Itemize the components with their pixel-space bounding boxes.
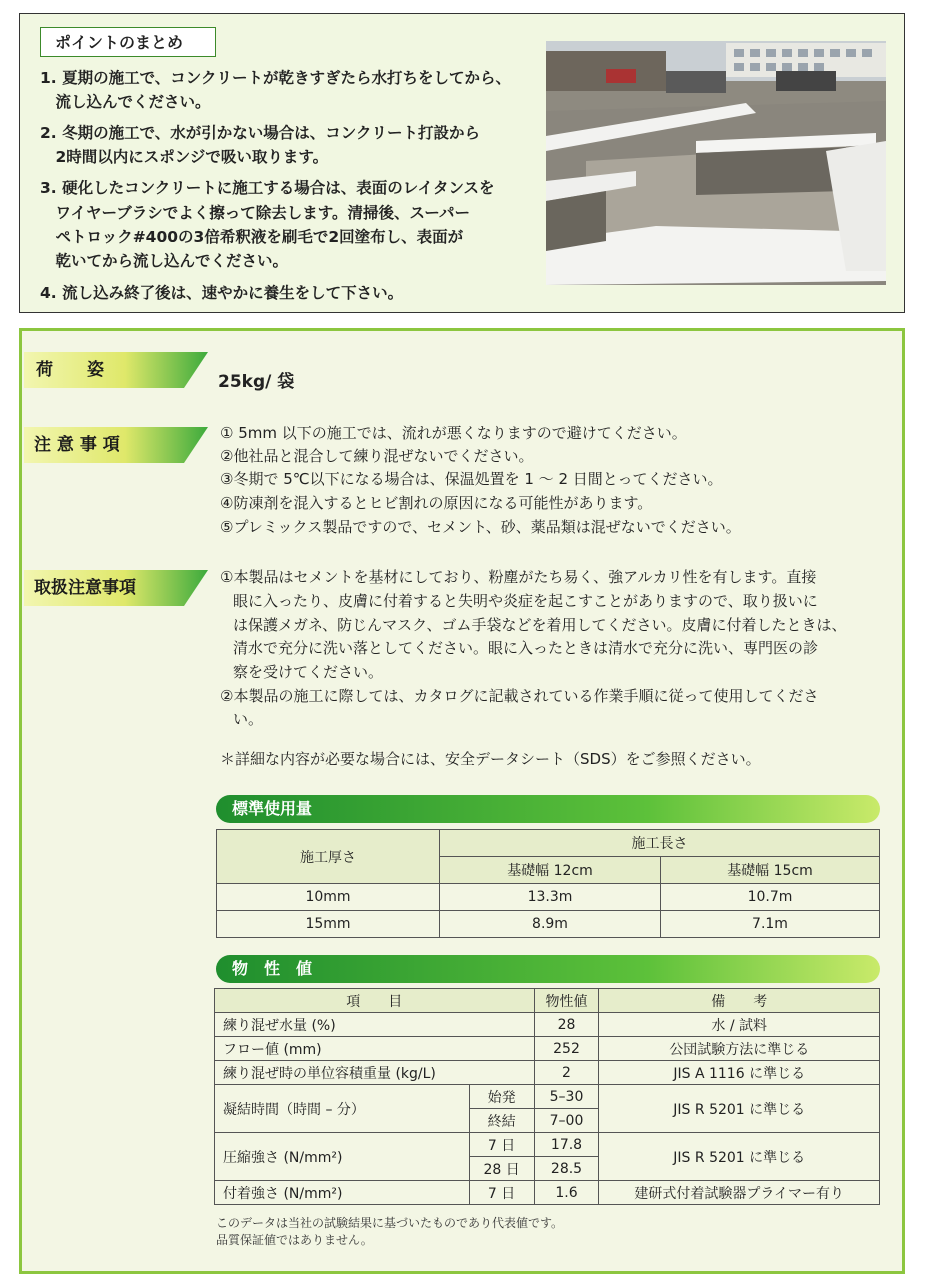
caution-line: ③冬期で 5℃以下になる場合は、保温処置を 1 ～ 2 日間とってください。 [220, 470, 723, 488]
prop-header-value: 物性値 [534, 989, 599, 1013]
table-cell: 圧縮強さ (N/mm²) [215, 1133, 470, 1181]
table-cell: 15mm [217, 911, 440, 938]
usage-table [216, 829, 880, 938]
caution-line: ⑤プレミックス製品ですので、セメント、砂、薬品類は混ぜないでください。 [220, 518, 741, 536]
table-row [215, 1085, 880, 1109]
table-row [215, 1181, 880, 1205]
table-cell: 7 日 [469, 1181, 534, 1205]
table-cell: 練り混ぜ時の単位容積重量 (kg/L) [215, 1061, 535, 1085]
point-line: 乾いてから流し込んでください。 [40, 252, 289, 270]
handling-line: い。 [233, 710, 264, 728]
handling-line: は保護メガネ、防じんマスク、ゴム手袋などを着用してください。皮膚に付着したときは、 [233, 616, 847, 634]
footnote-line: このデータは当社の試験結果に基づいたものであり代表値です。 [216, 1216, 564, 1230]
table-cell: フロー値 (mm) [215, 1037, 535, 1061]
table-cell: 7.1m [661, 911, 880, 938]
construction-photo [546, 41, 886, 285]
table-cell: 28 [534, 1013, 599, 1037]
sds-note: ＊詳細な内容が必要な場合には、安全データシート（SDS）をご参照ください。 [220, 750, 761, 768]
packing-label: 荷 姿 [36, 360, 104, 380]
table-row [215, 1133, 880, 1157]
table-cell: 17.8 [534, 1133, 599, 1157]
usage-section-bar [216, 795, 880, 823]
table-cell: 公団試験方法に準じる [599, 1037, 880, 1061]
properties-title: 物 性 値 [232, 959, 313, 978]
point-line: ペトロック#400の3倍希釈液を刷毛で2回塗布し、表面が [40, 228, 464, 246]
handling-line: ②本製品の施工に際しては、カタログに記載されている作業手順に従って使用してくださ [220, 687, 819, 705]
handling-line: ①本製品はセメントを基材にしており、粉塵がたち易く、強アルカリ性を有します。直接 [220, 568, 817, 586]
usage-header-thickness: 施工厚さ [217, 830, 440, 884]
packing-tag [24, 352, 208, 388]
table-cell: 2 [534, 1061, 599, 1085]
table-cell: 28.5 [534, 1157, 599, 1181]
table-row [217, 884, 880, 911]
table-cell: 水 / 試料 [599, 1013, 880, 1037]
point-line: 3. 硬化したコンクリートに施工する場合は、表面のレイタンスを [40, 179, 495, 197]
usage-header-12cm: 基礎幅 12cm [440, 857, 661, 884]
caution-line: ②他社品と混合して練り混ぜないでください。 [220, 447, 534, 465]
footnote-line: 品質保証値ではありません。 [216, 1233, 373, 1247]
table-cell: 付着強さ (N/mm²) [215, 1181, 470, 1205]
table-cell: 10.7m [661, 884, 880, 911]
properties-section-bar [216, 955, 880, 983]
table-cell: 10mm [217, 884, 440, 911]
table-cell: 凝結時間（時間 – 分） [215, 1085, 470, 1133]
table-cell: 13.3m [440, 884, 661, 911]
usage-header-15cm: 基礎幅 15cm [661, 857, 880, 884]
table-cell: 5–30 [534, 1085, 599, 1109]
table-row [215, 1037, 880, 1061]
handling-line: 察を受けてください。 [233, 663, 384, 681]
prop-header-note: 備 考 [599, 989, 880, 1013]
table-cell: 7–00 [534, 1109, 599, 1133]
handling-line: 清水で充分に洗い落としてください。眼に入ったときは清水で充分に洗い、専門医の診 [233, 639, 819, 657]
table-row [215, 1013, 880, 1037]
handling-line: 眼に入ったり、皮膚に付着すると失明や炎症を起こすことがありますので、取り扱いに [233, 592, 818, 610]
table-cell: 7 日 [469, 1133, 534, 1157]
point-line: ワイヤーブラシでよく擦って除去します。清掃後、スーパー [40, 204, 470, 222]
table-cell: 練り混ぜ水量 (%) [215, 1013, 535, 1037]
table-cell: JIS A 1116 に準じる [599, 1061, 880, 1085]
table-cell: JIS R 5201 に準じる [599, 1085, 880, 1133]
table-cell: 始発 [469, 1085, 534, 1109]
packing-value: 25kg/ 袋 [218, 372, 295, 392]
point-line: 1. 夏期の施工で、コンクリートが乾きすぎたら水打ちをしてから、 [40, 69, 511, 87]
caution-tag [24, 427, 208, 463]
caution-label: 注 意 事 項 [34, 435, 120, 455]
table-cell: 1.6 [534, 1181, 599, 1205]
table-row [217, 911, 880, 938]
usage-header-length: 施工長さ [440, 830, 880, 857]
caution-line: ④防凍剤を混入するとヒビ割れの原因になる可能性があります。 [220, 494, 653, 512]
table-cell: 建研式付着試験器プライマー有り [599, 1181, 880, 1205]
point-line: 2時間以内にスポンジで吸い取ります。 [40, 148, 329, 166]
usage-title: 標準使用量 [232, 799, 313, 818]
caution-line: ① 5mm 以下の施工では、流れが悪くなりますので避けてください。 [220, 424, 687, 442]
table-row [215, 1061, 880, 1085]
table-cell: 252 [534, 1037, 599, 1061]
table-cell: JIS R 5201 に準じる [599, 1133, 880, 1181]
table-cell: 28 日 [469, 1157, 534, 1181]
handling-label: 取扱注意事項 [34, 578, 136, 598]
table-cell: 終結 [469, 1109, 534, 1133]
prop-header-item: 項 目 [215, 989, 535, 1013]
table-cell: 8.9m [440, 911, 661, 938]
point-line: 2. 冬期の施工で、水が引かない場合は、コンクリート打設から [40, 124, 480, 142]
point-line: 4. 流し込み終了後は、速やかに養生をして下さい。 [40, 284, 404, 302]
point-line: 流し込んでください。 [40, 93, 211, 111]
handling-tag [24, 570, 208, 606]
properties-table [214, 988, 880, 1205]
points-title: ポイントのまとめ [40, 27, 216, 57]
